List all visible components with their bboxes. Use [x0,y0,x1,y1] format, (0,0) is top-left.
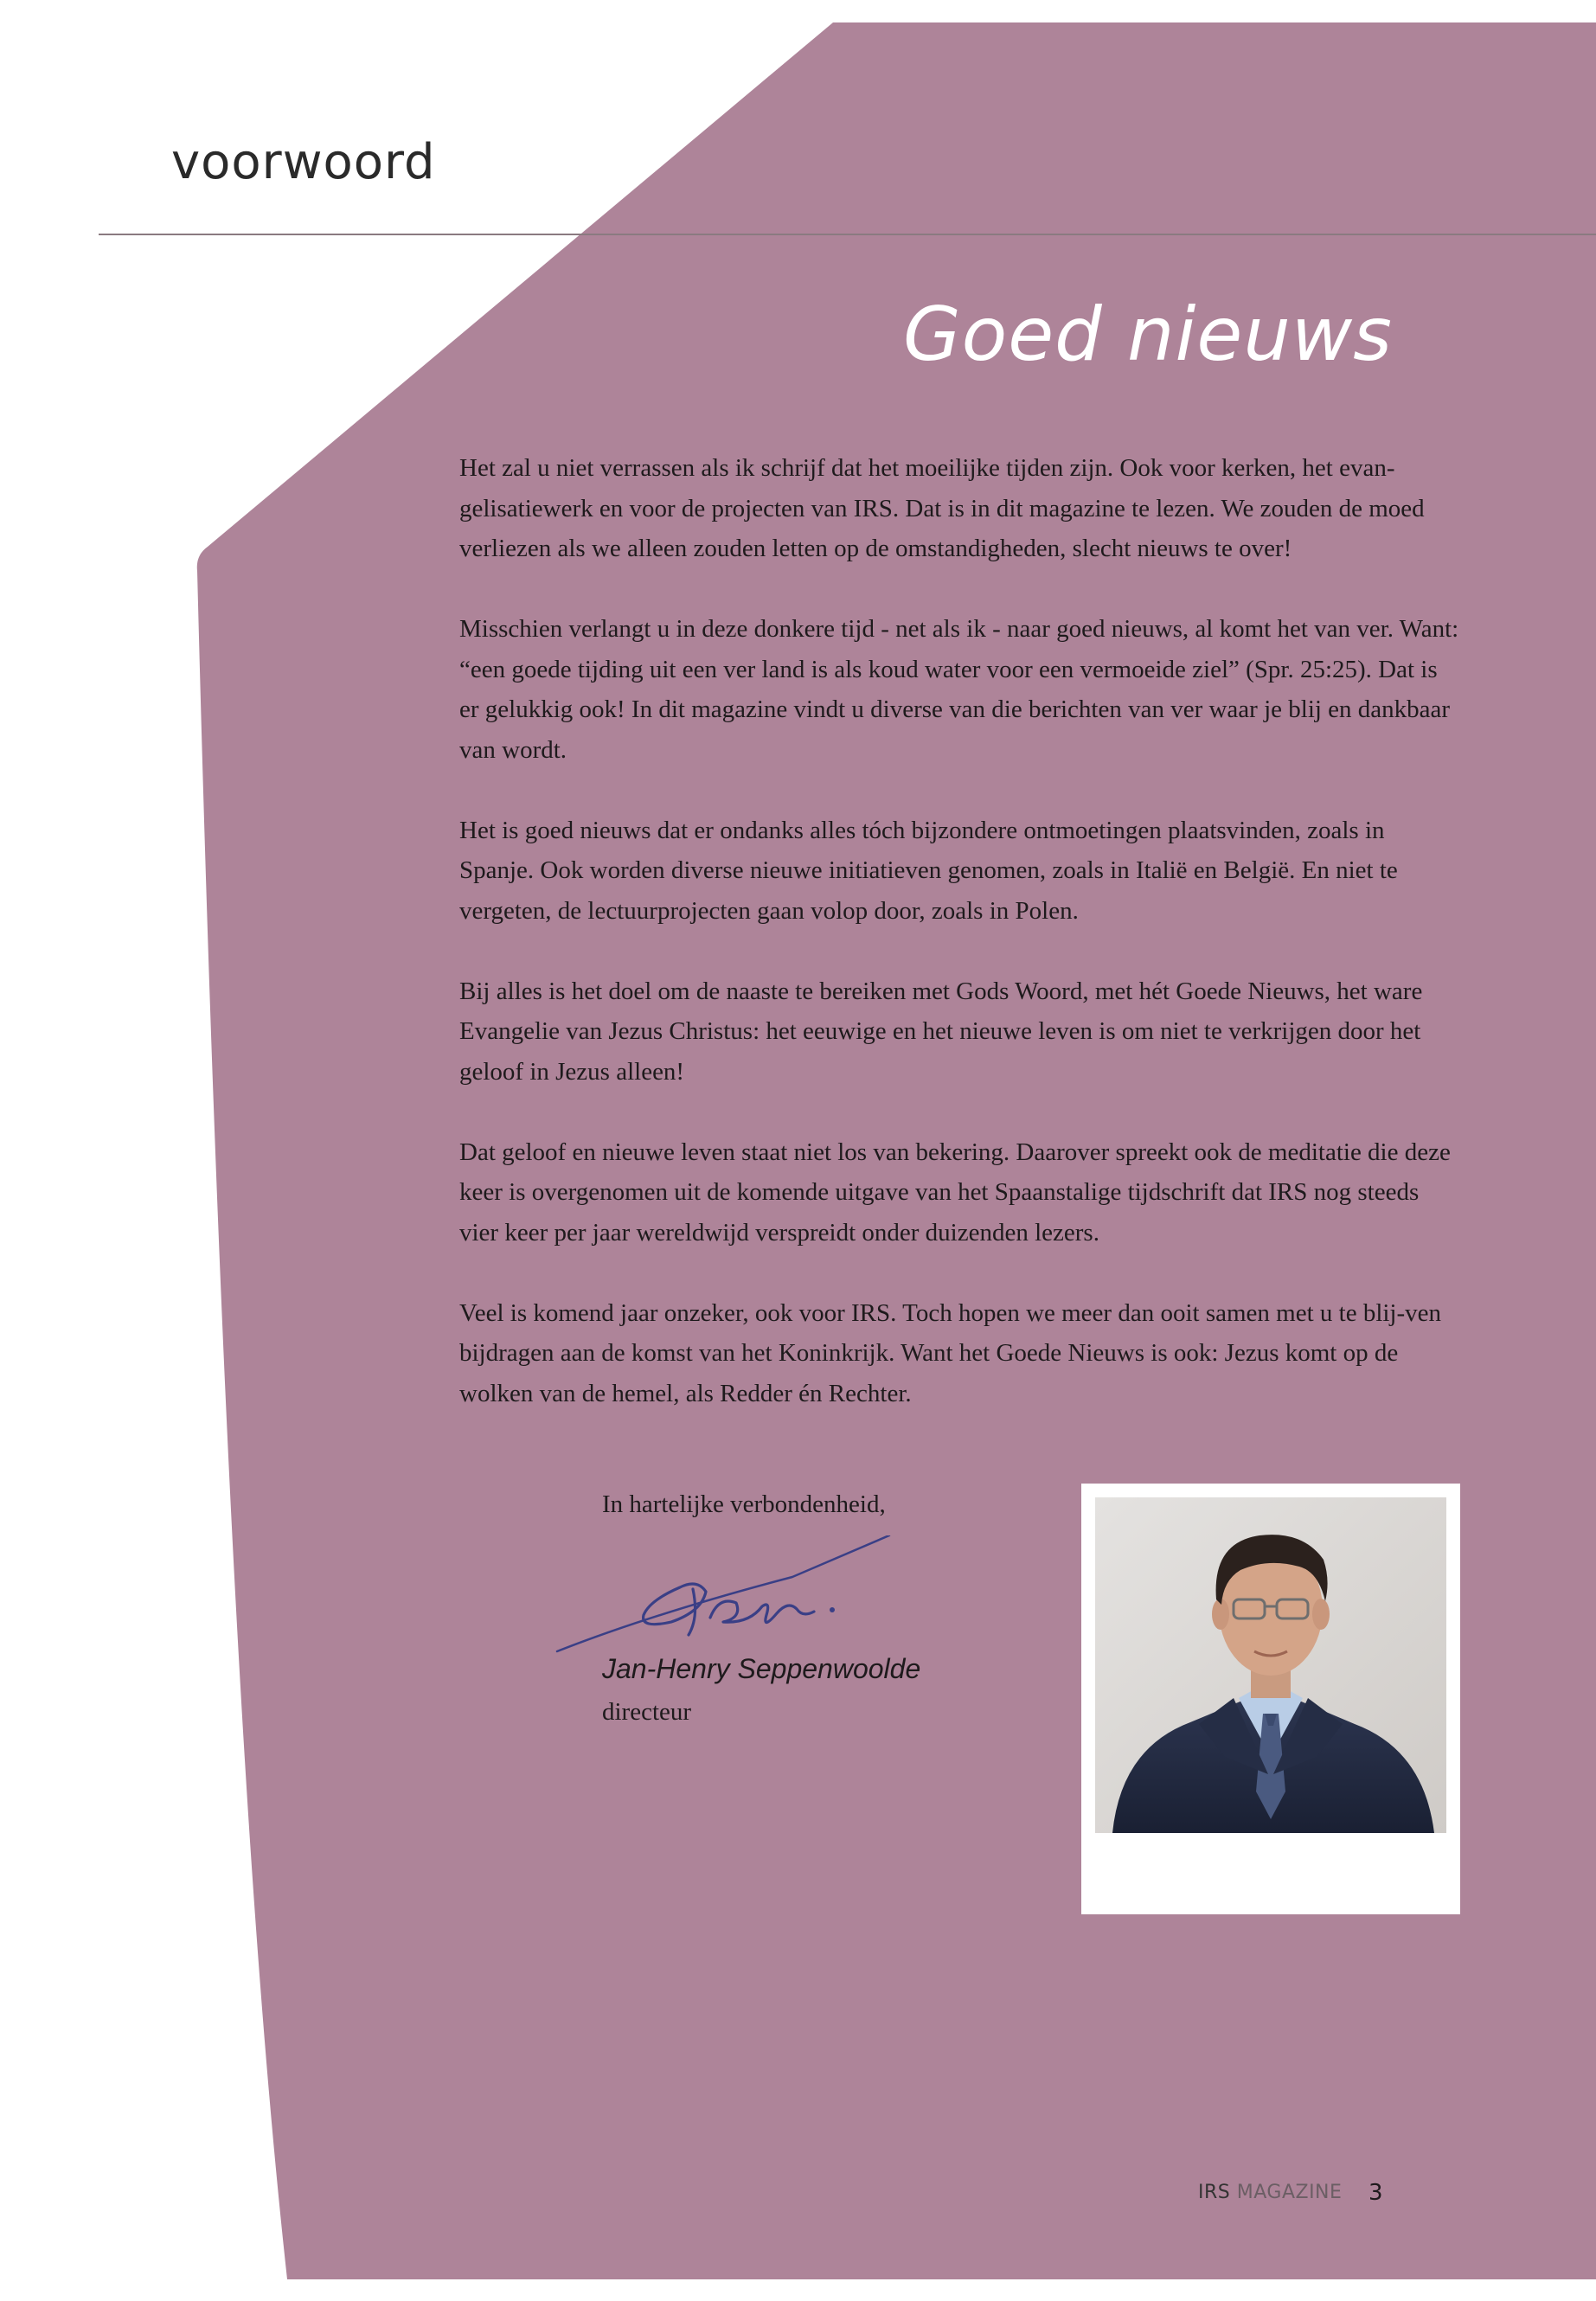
handwritten-signature [550,1535,896,1665]
closing-line: In hartelijke verbondenheid, [602,1490,886,1518]
footer-brand [1198,2182,1342,2203]
director-portrait [1095,1497,1446,1833]
body-paragraph: Misschien verlangt u in deze donkere tijd - net als ik - naar goed nieuws, al komt het van ver. Want: “een goede tijding uit een ver land is als koud water voor een vermoeide ziel” (Spr. 25:25). Dat is er gelukkig ook! In dit magazine vindt u diverse van die berichten van ver waar je blij en dankbaar van wordt. [459,615,1459,764]
section-label: voorwoord [171,134,436,190]
photo-frame [1081,1484,1460,1914]
article-title: Goed nieuws [902,292,1393,378]
page-number: 3 [1368,2180,1383,2206]
signatory-role: directeur [602,1698,692,1726]
signatory-name: Jan-Henry Seppenwoolde [602,1653,921,1684]
body-paragraph: Veel is komend jaar onzeker, ook voor IRS. Toch hopen we meer dan ooit samen met u te blij-ven bijdragen aan de komst van het Koninkrijk. Want het Goede Nieuws is ook: Jezus komt op de wolken van de hemel, als Redder én Rechter. [459,1298,1442,1407]
footer-brand-suffix: MAGAZINE [1236,2182,1343,2203]
body-paragraph: Het is goed nieuws dat er ondanks alles tóch bijzondere ontmoetingen plaatsvinden, zoals in Spanje. Ook worden diverse nieuwe initiatieven genomen, zoals in Italië en België. En niet te vergeten, de lectuurprojecten gaan volop door, zoals in Polen. [459,816,1398,925]
body-paragraph: Het zal u niet verrassen als ik schrijf dat het moeilijke tijden zijn. Ook voor kerken, het evan-gelisatiewerk en voor de projecten van IRS. Dat is in dit magazine te lezen. We zouden de moed verliezen als we alleen zouden letten op de omstandigheden, slecht nieuws te over! [459,454,1425,562]
header-divider [99,234,1596,235]
body-paragraph: Bij alles is het doel om de naaste te bereiken met Gods Woord, met hét Goede Nieuws, het ware Evangelie van Jezus Christus: het eeuwige en het nieuwe leven is om niet te verkrijgen door het geloof in Jezus alleen! [459,977,1423,1086]
body-paragraph: Dat geloof en nieuwe leven staat niet los van bekering. Daarover spreekt ook de meditatie die deze keer is overgenomen uit de komende uitgave van het Spaanstalige tijdschrift dat IRS nog steeds vier keer per jaar wereldwijd verspreidt onder duizenden lezers. [459,1138,1451,1247]
article-body [459,448,1463,1454]
footer-brand-name: IRS [1198,2182,1231,2203]
